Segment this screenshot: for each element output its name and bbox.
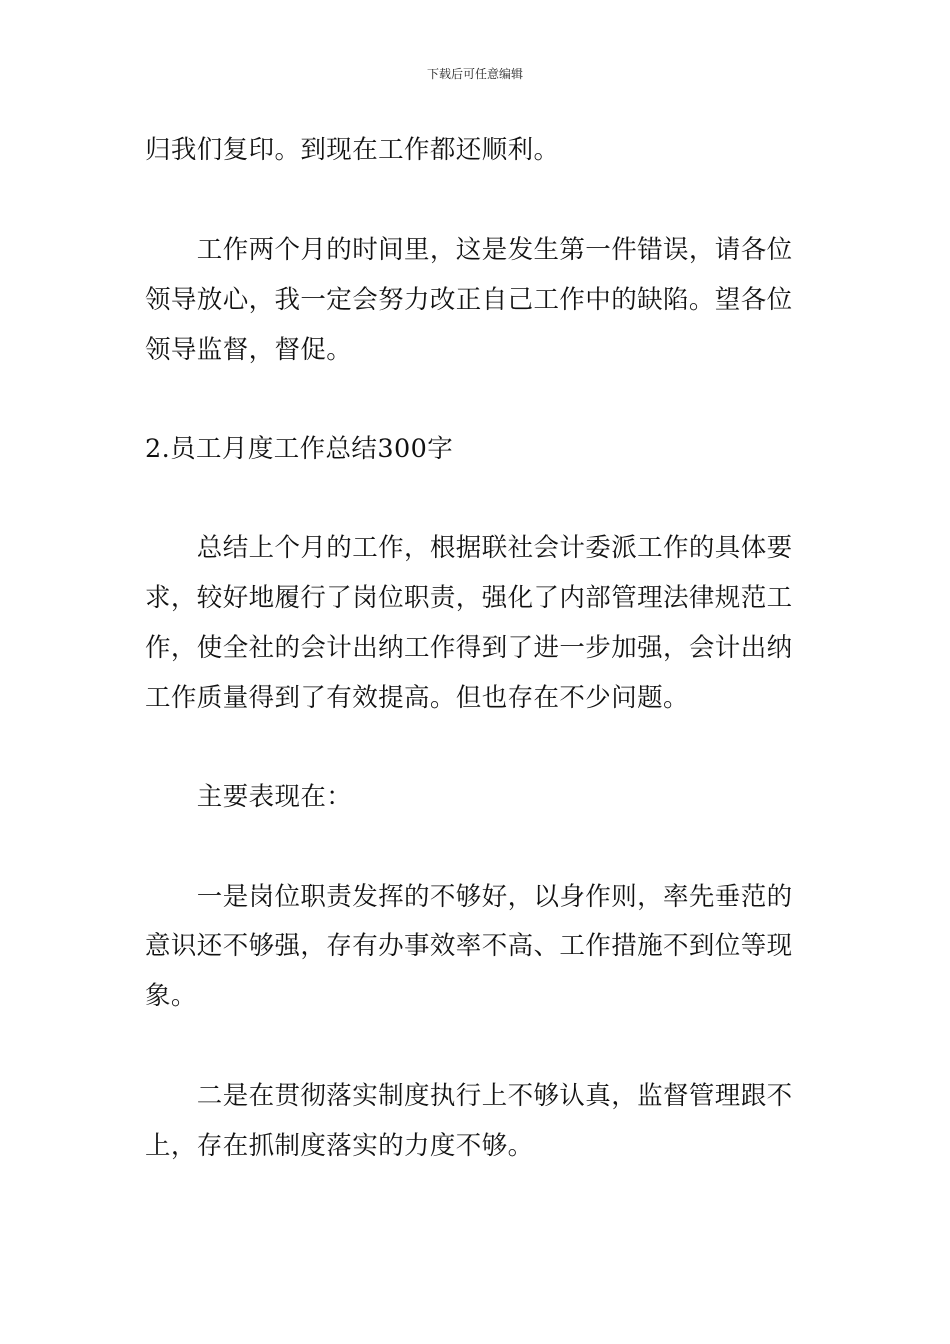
- text-line: 象。: [145, 981, 197, 1011]
- section-heading: 2.员工月度工作总结300字: [145, 434, 454, 464]
- text-line: 归我们复印。到现在工作都还顺利。: [145, 135, 560, 165]
- text-line: 作，使全社的会计出纳工作得到了进一步加强，会计出纳: [145, 633, 793, 663]
- text-line: 总结上个月的工作，根据联社会计委派工作的具体要: [145, 533, 793, 563]
- text-line: 求，较好地履行了岗位职责，强化了内部管理法律规范工: [145, 583, 793, 613]
- text-line: 工作两个月的时间里，这是发生第一件错误，请各位: [145, 235, 793, 265]
- text-line: 领导放心，我一定会努力改正自己工作中的缺陷。望各位: [145, 285, 793, 315]
- text-line: 工作质量得到了有效提高。但也存在不少问题。: [145, 683, 689, 713]
- text-line: 一是岗位职责发挥的不够好，以身作则，率先垂范的: [145, 882, 793, 912]
- page-header: 下载后可任意编辑: [426, 67, 523, 81]
- text-line: 领导监督，督促。: [145, 335, 353, 365]
- text-line: 意识还不够强，存有办事效率不高、工作措施不到位等现: [145, 931, 793, 961]
- text-line: 二是在贯彻落实制度执行上不够认真，监督管理跟不: [145, 1081, 793, 1111]
- text-line: 主要表现在：: [145, 782, 353, 812]
- text-line: 上，存在抓制度落实的力度不够。: [145, 1131, 534, 1161]
